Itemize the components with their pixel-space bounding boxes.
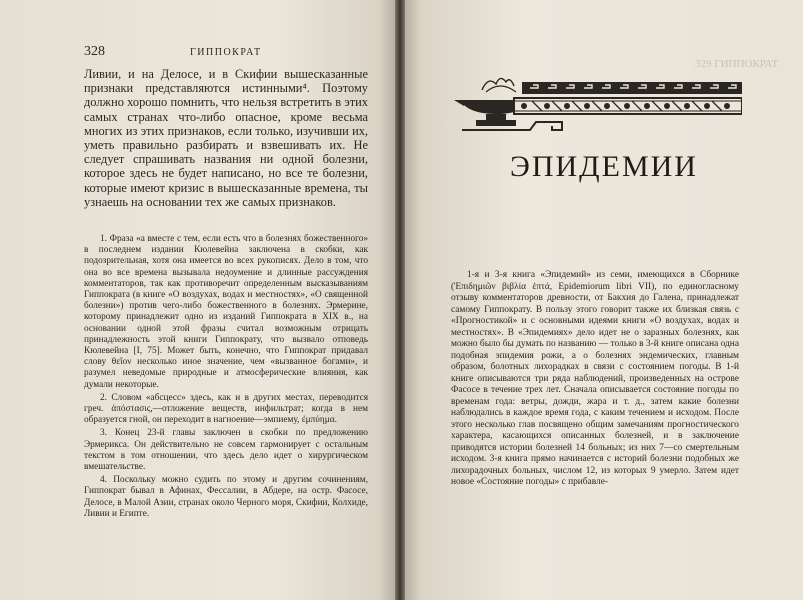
footnote-3: 3. Конец 23-й главы заключен в скобки по предложению Эрмерикса. Он действительно не совсем гармонирует с остальным текстом в том отношении, что здесь дело идет о хирургическом вмешательстве. <box>84 428 368 473</box>
page-number: 328 <box>84 44 105 59</box>
footnote-4: 4. Поскольку можно судить по этому и другим сочинениям, Гиппократ бывал в Афинах, Фессалии, в Абдере, на остр. Фасосе, Делосе, в Малой Азии, странах около Черного моря, Скифии, Колхиде, Ливии и Египте. <box>84 475 368 519</box>
bleed-through-heading: 329 ГИППОКРАТ <box>695 58 779 70</box>
greek-key-ornament <box>452 70 742 138</box>
footnote-2: 2. Словом «абсцесс» здесь, как и в других местах, переводится греч. ἀπόστασις,—отложение веществ, инфильтрат; когда в нем образуется гной, он переходит в нагноение—эмпиему, ἐμπύημα. <box>84 392 368 426</box>
left-page <box>0 0 395 600</box>
footnotes <box>84 234 368 522</box>
intro-text <box>451 270 739 489</box>
chapter-title: ЭПИДЕМИИ <box>510 150 698 183</box>
intro-paragraph: 1-я и 3-я книга «Эпидемий» из семи, имеющихся в Сборнике (Ἐπιδημιῶν βιβλία ἑπτά, Epidemiorum libri VII), по единогласному отзыву комментаторов древности, от Бакхия до Галена, принадлежат самому Гиппократу. В пользу этого говорит также их близкая связь с «Прогностикой» и с основными идеями книги «О воздухах, водах и местностях». В «Эпидемиях» дело идет не о заразных болезнях, как можно было бы думать по названию — только в 3-й книге описана одна подобная эпидемия рожи, а о болезнях эндемических, главным образом, болотных лихорадках в связи с состоянием погоды. В 1-й книге описываются три ряда наблюдений, произведенных на острове Фасосе в течение трех лет. Сначала описывается состояние погоды по временам года: ветры, дожди, жара и т. д., затем какие болезни наблюдались в каждое время года, с каким течением и исходом. После этого несколько глав посвящено общим замечаниям прогностического характера, касающихся описанных болезней, и в заключение приводятся истории болезней 14 больных; из них 7—со смертельным исходом. 3-я книга прямо начинается с историй болезни подобных же лихорадочных больных, числом 12, из которых 9 умерло. Затем идет новое «Состояние погоды» с прибавле- <box>451 270 739 487</box>
main-text <box>84 67 368 209</box>
running-head: ГИППОКРАТ <box>190 47 262 58</box>
main-paragraph: Ливии, и на Делосе, и в Скифии вышесказанные признаки представляются истинными⁴. Поэтому должно хорошо помнить, что нельзя встретить в этих самых странах что-либо опасное, кроме весьма многих из этих признаков, если только, изучивши их, уметь правильно разбирать и взвешивать их. Не следует спрашивать названия ни одной болезни, которое здесь не будет написано, но все те болезни, которые имеют кризис в вышесказанные времена, ты узнаешь на основании тех же самых признаков. <box>84 67 368 209</box>
book-gutter <box>395 0 405 600</box>
footnote-1: 1. Фраза «а вместе с тем, если есть что в болезнях божественного» в последнем издании Кюлевейна заключена в скобки, как подозрительная, хотя она имеется во всех рукописях. Дело в том, что она во все времена вызывала недоумение и длинные рассуждения комментаторов, так как противоречит определенным высказываниям Гиппократа (в книге «О воздухах, водах и местностях», «О священной болезни») против чего-либо божественного в болезнях. Эрмерине, которому принадлежит одно из изданий Гиппократа в XIX в., на основании одной этой фразы считал возможным отрицать принадлежность этой книги Гиппократу, что вызвало отповедь Кюлевейна [I, 75]. Может быть, конечно, что Гиппократ придавал слову θεῖον несколько иное значение, чем «вызванное богами», и разумел неведомые природные и атмосферические влияния, как думали некоторые. <box>84 234 368 390</box>
